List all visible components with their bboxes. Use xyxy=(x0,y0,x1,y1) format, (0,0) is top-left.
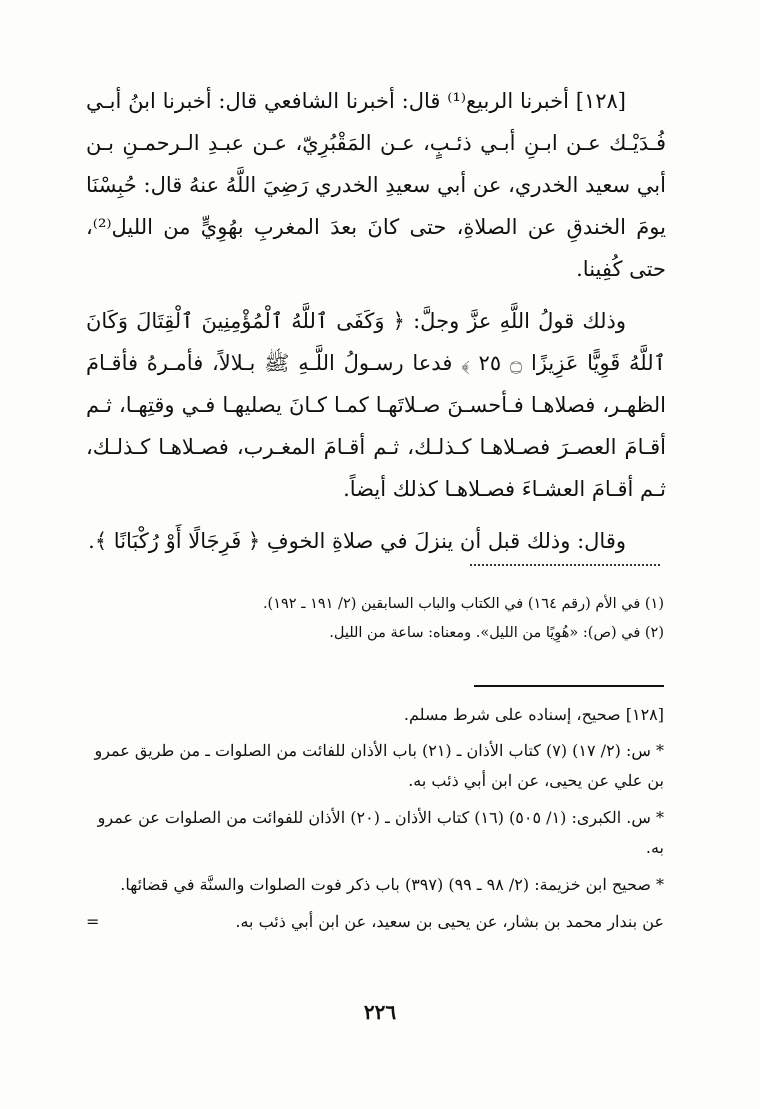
hadith-paragraph: [١٢٨] أخبرنا الربيع⁽¹⁾ قال: أخبرنا الشافعي قال: أخبرنا ابنُ أبـي فُـدَيْـك عـن ابـنِ أبـي ذئـبٍ، عـن المَقْبُرِيّ، عـن عبـدِ الـرحمـنِ بـن أبي سعيد الخدري، عن أبي سعيدِ الخدري رَضِيَ اللَّهُ عنهُ قال: حُبِسْنَا يومَ الخندقِ عن الصلاةِ، حتى كانَ بعدَ المغربِ بهُوِيٍّ من الليل⁽²⁾، حتى كُفِينا. xyxy=(86,89,666,281)
takhrij-item: * س: (٢/ ١٧) (٧) كتاب الأذان ـ (٢١) باب الأذان للفائت من الصلوات ـ من طريق عمرو بن علي عن يحيى، عن ابن أبي ذئب به. xyxy=(94,741,664,790)
takhrij-heading: [١٢٨] صحيح، إسناده على شرط مسلم. xyxy=(403,705,664,724)
continuation-mark: = xyxy=(86,912,100,931)
takhrij-last-line xyxy=(86,907,664,937)
footnotes xyxy=(86,590,664,648)
main-text xyxy=(86,80,666,562)
footnote-2: (٢) في (ص): «هُوِيًا من الليل». ومعناه: ساعة من الليل. xyxy=(329,625,664,641)
takhrij-item: * صحيح ابن خزيمة: (٢/ ٩٨ ـ ٩٩) (٣٩٧) باب ذكر فوت الصلوات والسنَّة في قضائها. xyxy=(120,875,664,894)
takhrij-section xyxy=(86,700,664,944)
commentary-paragraph: وذلك قولُ اللَّهِ عزَّ وجلَّ: ﴿ وَكَفَى ٱللَّهُ ٱلْمُؤْمِنِينَ ٱلْقِتَالَ وَكَانَ ٱللَّهُ قَوِيًّا عَزِيزًا ۝ ٢٥ ﴾ فدعا رسـولُ اللَّـهِ ﷺ بـلالاً، فأمـرهُ فأقـامَ الظهـر، فصلاهـا فـأحسـنَ صـلاتَهـا كمـا كـانَ يصليهـا فـي وقتِهـا، ثـم أقـامَ العصـرَ فصـلاهـا كـذلـك، ثـم أقـامَ المغـرب، فصـلاهـا كـذلـك، ثـم أقـامَ العشـاءَ فصـلاهـا كذلك أيضاً. xyxy=(86,309,666,501)
closing-paragraph: وقال: وذلك قبل أن ينزلَ في صلاةِ الخوفِ ﴿ فَرِجَالًا أَوْ رُكْبَانًا ﴾. xyxy=(88,529,626,553)
takhrij-last-text: عن بندار محمد بن بشار، عن يحيى بن سعيد، عن ابن أبي ذئب به. xyxy=(235,912,664,931)
page-number: ٢٢٦ xyxy=(363,1000,397,1024)
takhrij-separator xyxy=(474,685,664,687)
footnote-separator xyxy=(470,564,660,566)
footnote-1: (١) في الأم (رقم ١٦٤) في الكتاب والباب السابقين (٢/ ١٩١ ـ ١٩٢). xyxy=(262,596,664,612)
takhrij-item: * س. الكبرى: (١/ ٥٠٥) (١٦) كتاب الأذان ـ (٢٠) الأذان للفوائت من الصلوات عن عمرو به. xyxy=(97,808,664,857)
